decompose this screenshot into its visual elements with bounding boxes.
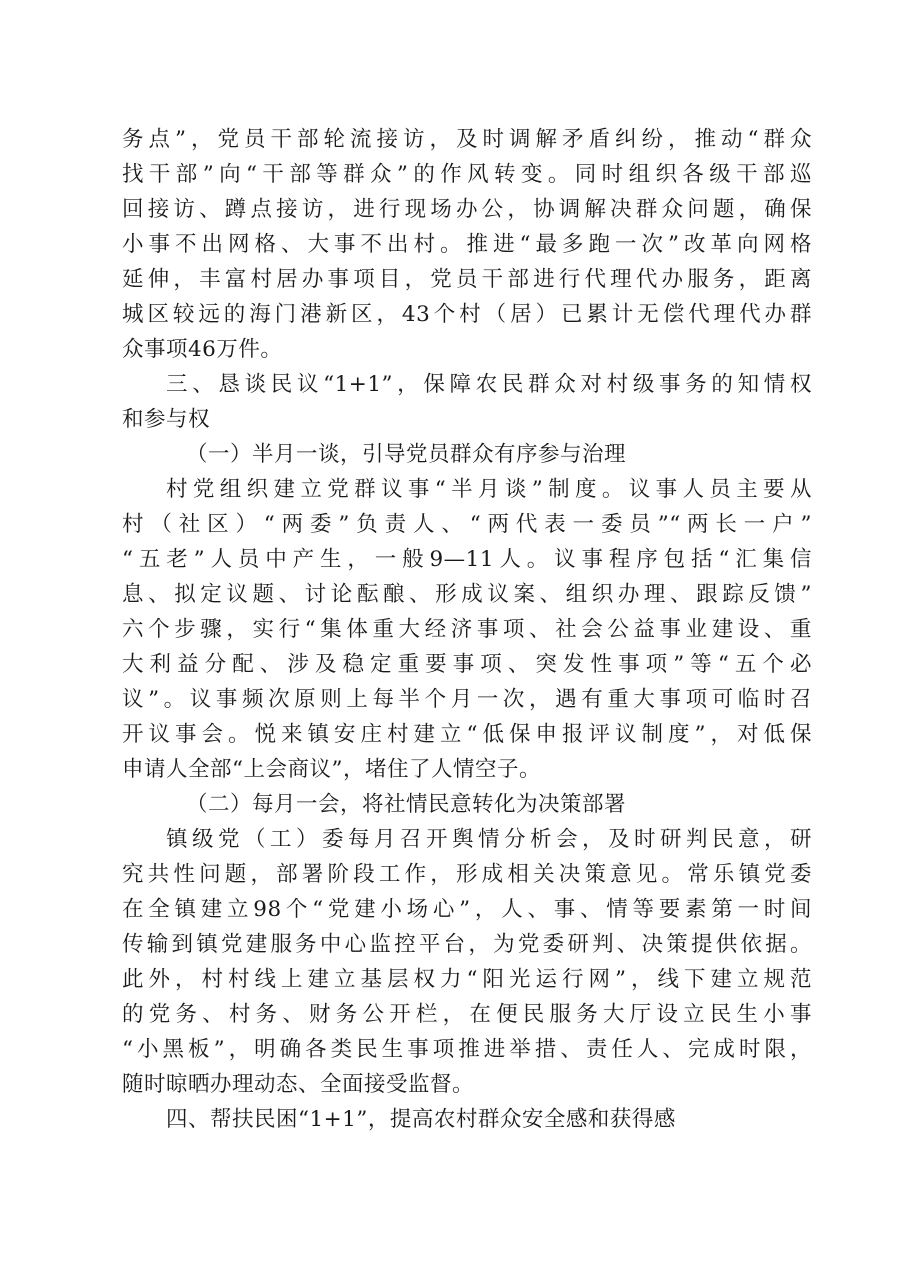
text-line: 村（社区）“两委”负责人、“两代表一委员”“两长一户” [122,512,812,537]
text-line: “小黑板”，明确各类民生事项推进举措、责任人、完成时限， [122,1037,812,1062]
text-line: 申请人全部“上会商议”，堵住了人情空子。 [122,757,541,782]
text-line: 六个步骤，实行“集体重大经济事项、社会公益事业建设、重 [122,617,812,642]
paragraph [122,472,812,787]
text-line: 小事不出网格、大事不出村。推进“最多跑一次”改革向网格 [122,232,812,257]
text-line: 大利益分配、涉及稳定重要事项、突发性事项”等“五个必 [122,652,812,677]
text-line: 开议事会。悦来镇安庄村建立“低保申报评议制度”，对低保 [122,722,812,747]
heading-line: （二）每月一会，将社情民意转化为决策部署 [186,792,627,817]
text-line: 在全镇建立98个“党建小场心”，人、事、情等要素第一时间 [122,897,812,922]
section-heading [122,1102,812,1137]
text-line: 究共性问题，部署阶段工作，形成相关决策意见。常乐镇党委 [122,862,812,887]
text-line: 的党务、村务、财务公开栏，在便民服务大厅设立民生小事 [122,1002,812,1027]
heading-line: 和参与权 [122,407,211,432]
text-line: 此外，村村线上建立基层权力“阳光运行网”，线下建立规范 [122,967,812,992]
heading-line: 三、恳谈民议“1+1”，保障农民群众对村级事务的知情权 [166,372,812,397]
heading-line: 四、帮扶民困“1+1”，提高农村群众安全感和获得感 [166,1107,676,1132]
document-body [122,122,812,1137]
text-line: 议”。议事频次原则上每半个月一次，遇有重大事项可临时召 [122,687,812,712]
text-line: 传输到镇党建服务中心监控平台，为党委研判、决策提供依据。 [122,932,812,957]
text-line: 息、拟定议题、讨论酝酿、形成议案、组织办理、跟踪反馈” [122,582,812,607]
text-line: 村党组织建立党群议事“半月谈”制度。议事人员主要从 [166,477,812,502]
paragraph [122,122,812,367]
heading-line: （一）半月一谈，引导党员群众有序参与治理 [186,442,627,467]
section-heading [122,367,812,437]
text-line: 延伸，丰富村居办事项目，党员干部进行代理代办服务，距离 [122,267,812,292]
text-line: 城区较远的海门港新区，43个村（居）已累计无偿代理代办群 [122,302,812,327]
sub-heading [122,787,812,822]
text-line: “五老”人员中产生，一般9—11人。议事程序包括“汇集信 [122,547,812,572]
text-line: 务点”，党员干部轮流接访，及时调解矛盾纠纷，推动“群众 [122,127,812,152]
text-line: 镇级党（工）委每月召开舆情分析会，及时研判民意，研 [166,827,812,852]
text-line: 找干部”向“干部等群众”的作风转变。同时组织各级干部巡 [122,162,812,187]
text-line: 回接访、蹲点接访，进行现场办公，协调解决群众问题，确保 [122,197,812,222]
paragraph [122,822,812,1102]
text-line: 众事项46万件。 [122,337,283,362]
sub-heading [122,437,812,472]
text-line: 随时晾晒办理动态、全面接受监督。 [122,1072,475,1097]
